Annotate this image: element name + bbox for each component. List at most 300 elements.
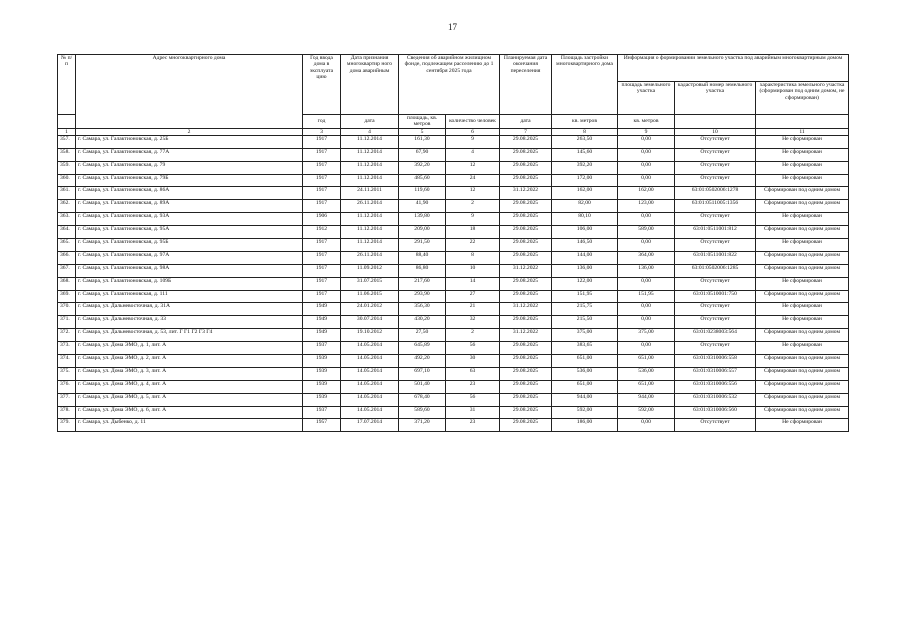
row-land-status: Сформирован под одним домом [756, 251, 849, 264]
row-area: 356,30 [399, 303, 446, 316]
row-year: 1917 [303, 148, 341, 161]
row-number: 366. [58, 251, 76, 264]
row-number: 379. [58, 419, 76, 432]
row-land-status: Не сформирован [756, 419, 849, 432]
table-row [58, 264, 849, 277]
row-building-area: 592,00 [552, 406, 618, 419]
row-planned-date: 31.12.2022 [500, 303, 552, 316]
table-row [58, 393, 849, 406]
row-area: 41,90 [399, 200, 446, 213]
row-address: г. Самара, ул. Галактионовская, д. 97А [76, 251, 303, 264]
row-area: 27,50 [399, 329, 446, 342]
row-people: 9 [446, 135, 500, 148]
header-unit-area: площадь, кв. метров [399, 115, 446, 129]
row-building-area: 144,00 [552, 251, 618, 264]
row-land-status: Сформирован под одним домом [756, 393, 849, 406]
row-planned-date: 29.08.2025 [500, 213, 552, 226]
row-planned-date: 31.12.2022 [500, 329, 552, 342]
row-land-area: 592,00 [618, 406, 675, 419]
row-planned-date: 29.08.2025 [500, 393, 552, 406]
row-land-area: 0,00 [618, 303, 675, 316]
row-year: 1937 [303, 406, 341, 419]
header-col-year: Год ввода дома в эксплуата цию [303, 55, 341, 115]
row-emergency-date: 26.11.2014 [341, 200, 399, 213]
row-land-status: Сформирован под одним домом [756, 406, 849, 419]
row-building-area: 215,50 [552, 316, 618, 329]
row-emergency-date: 11.12.2014 [341, 226, 399, 239]
row-emergency-date: 14.05.2014 [341, 406, 399, 419]
row-number: 367. [58, 264, 76, 277]
row-address: г. Самара, ул. Дома ЭМО, д. 4, лит. А [76, 380, 303, 393]
row-year: 1917 [303, 277, 341, 290]
row-address: г. Самара, ул. Галактионовская, д. 93А [76, 213, 303, 226]
row-land-area: 0,00 [618, 148, 675, 161]
row-people: 56 [446, 393, 500, 406]
row-people: 31 [446, 406, 500, 419]
page-number: 17 [448, 22, 457, 32]
row-area: 291,50 [399, 238, 446, 251]
row-year: 1949 [303, 329, 341, 342]
row-address: г. Самара, ул. Галактионовская, д. 25Б [76, 135, 303, 148]
row-planned-date: 29.08.2025 [500, 161, 552, 174]
row-land-area: 651,00 [618, 354, 675, 367]
row-emergency-date: 11.12.2014 [341, 161, 399, 174]
row-people: 8 [446, 251, 500, 264]
row-building-area: 375,00 [552, 329, 618, 342]
row-emergency-date: 11.12.2014 [341, 135, 399, 148]
row-planned-date: 29.08.2025 [500, 135, 552, 148]
row-emergency-date: 11.12.2014 [341, 238, 399, 251]
row-people: 21 [446, 303, 500, 316]
table-row [58, 277, 849, 290]
column-number: 3 [303, 128, 341, 135]
column-number: 8 [552, 128, 618, 135]
row-people: 2 [446, 200, 500, 213]
row-year: 1917 [303, 238, 341, 251]
header-unit-build-area: кв. метров [552, 115, 618, 129]
header-unit-land-area: кв. метров [618, 115, 675, 129]
table-row [58, 419, 849, 432]
row-building-area: 146,50 [552, 238, 618, 251]
row-number: 374. [58, 354, 76, 367]
row-area: 697,10 [399, 367, 446, 380]
row-cadastral-number: Отсутствует [675, 174, 756, 187]
row-emergency-date: 11.12.2014 [341, 213, 399, 226]
row-cadastral-number: 63:01:0310006:558 [675, 354, 756, 367]
row-planned-date: 29.08.2025 [500, 277, 552, 290]
row-land-status: Сформирован под одним домом [756, 329, 849, 342]
row-year: 1957 [303, 419, 341, 432]
row-land-area: 0,00 [618, 161, 675, 174]
row-number: 363. [58, 213, 76, 226]
row-cadastral-number: 63:01:0310006:532 [675, 393, 756, 406]
row-land-area: 589,00 [618, 226, 675, 239]
row-address: г. Самара, ул. Галактионовская, д. 111 [76, 290, 303, 303]
row-year: 1937 [303, 342, 341, 355]
row-emergency-date: 14.05.2014 [341, 354, 399, 367]
table-row [58, 148, 849, 161]
row-planned-date: 29.08.2025 [500, 367, 552, 380]
row-emergency-date: 11.12.2014 [341, 174, 399, 187]
row-planned-date: 29.08.2025 [500, 200, 552, 213]
row-land-area: 0,00 [618, 213, 675, 226]
row-number: 373. [58, 342, 76, 355]
row-number: 375. [58, 367, 76, 380]
row-building-area: 263,50 [552, 135, 618, 148]
row-people: 23 [446, 419, 500, 432]
row-address: г. Самара, ул. Галактионовская, д. 109Б [76, 277, 303, 290]
table-row [58, 200, 849, 213]
row-year: 1917 [303, 251, 341, 264]
row-cadastral-number: Отсутствует [675, 135, 756, 148]
row-address: г. Самара, ул. Галактионовская, д. 95Б [76, 238, 303, 251]
row-land-status: Сформирован под одним домом [756, 367, 849, 380]
column-number: 10 [675, 128, 756, 135]
row-address: г. Самара, ул. Дома ЭМО, д. 6, лит. А [76, 406, 303, 419]
column-number: 5 [399, 128, 446, 135]
row-planned-date: 29.08.2025 [500, 380, 552, 393]
table-row [58, 290, 849, 303]
row-area: 293,90 [399, 290, 446, 303]
row-building-area: 536,00 [552, 367, 618, 380]
row-people: 27 [446, 290, 500, 303]
row-number: 377. [58, 393, 76, 406]
row-number: 369. [58, 290, 76, 303]
row-emergency-date: 30.07.2014 [341, 316, 399, 329]
row-number: 357. [58, 135, 76, 148]
row-land-area: 0,00 [618, 419, 675, 432]
row-address: г. Самара, ул. Галактионовская, д. 89А [76, 200, 303, 213]
header-unit-people: количество человек [446, 115, 500, 129]
row-cadastral-number: Отсутствует [675, 238, 756, 251]
row-address: г. Самара, ул. Дыбенко, д. 11 [76, 419, 303, 432]
row-planned-date: 29.08.2025 [500, 290, 552, 303]
row-cadastral-number: Отсутствует [675, 419, 756, 432]
row-building-area: 162,00 [552, 187, 618, 200]
row-people: 9 [446, 213, 500, 226]
row-year: 1939 [303, 367, 341, 380]
header-col-land-status: характеристика земельного участка (сформирован под одним домом, не сформирован) [756, 82, 849, 115]
row-land-status: Сформирован под одним домом [756, 200, 849, 213]
table-row [58, 213, 849, 226]
row-land-status: Не сформирован [756, 238, 849, 251]
header-col-emergency-date: Дата признания многоквартир ного дома аварийным [341, 55, 399, 115]
column-number: 7 [500, 128, 552, 135]
row-people: 12 [446, 187, 500, 200]
table-row [58, 354, 849, 367]
row-planned-date: 29.08.2025 [500, 316, 552, 329]
row-year: 1917 [303, 161, 341, 174]
header-unit-year: год [303, 115, 341, 129]
row-land-area: 136,00 [618, 264, 675, 277]
header-group-housing-info: Сведения об аварийном жилищном фонде, подлежащем расселению до 1 сентября 2025 года [399, 55, 500, 115]
row-planned-date: 29.08.2025 [500, 419, 552, 432]
row-planned-date: 29.08.2025 [500, 342, 552, 355]
row-area: 139,80 [399, 213, 446, 226]
row-planned-date: 29.08.2025 [500, 226, 552, 239]
row-area: 67,90 [399, 148, 446, 161]
row-emergency-date: 11.09.2012 [341, 264, 399, 277]
row-cadastral-number: Отсутствует [675, 316, 756, 329]
table-row [58, 342, 849, 355]
row-land-status: Сформирован под одним домом [756, 264, 849, 277]
row-year: 1917 [303, 200, 341, 213]
row-land-status: Не сформирован [756, 342, 849, 355]
row-address: г. Самара, ул. Галактионовская, д. 79 [76, 161, 303, 174]
row-building-area: 122,00 [552, 277, 618, 290]
row-address: г. Самара, ул. Галактионовская, д. 77А [76, 148, 303, 161]
header-col-address: Адрес многоквартирного дома [76, 55, 303, 129]
row-number: 362. [58, 200, 76, 213]
row-cadastral-number: 63:01:0238003:564 [675, 329, 756, 342]
column-number: 11 [756, 128, 849, 135]
row-land-area: 0,00 [618, 238, 675, 251]
row-land-status: Не сформирован [756, 148, 849, 161]
row-land-area: 0,00 [618, 174, 675, 187]
row-address: г. Самара, ул. Галактионовская, д. 98А [76, 264, 303, 277]
row-building-area: 651,00 [552, 354, 618, 367]
row-emergency-date: 17.07.2014 [341, 419, 399, 432]
row-land-status: Не сформирован [756, 213, 849, 226]
row-people: 4 [446, 148, 500, 161]
row-area: 645,89 [399, 342, 446, 355]
row-building-area: 80,10 [552, 213, 618, 226]
table-row [58, 316, 849, 329]
row-year: 1917 [303, 135, 341, 148]
row-land-status: Сформирован под одним домом [756, 354, 849, 367]
row-emergency-date: 26.11.2014 [341, 251, 399, 264]
table-row [58, 238, 849, 251]
row-year: 1917 [303, 174, 341, 187]
row-emergency-date: 19.10.2012 [341, 329, 399, 342]
row-year: 1906 [303, 213, 341, 226]
header-group-land-plot: Информация о формировании земельного участка под аварийным многоквартирным домом [618, 55, 849, 82]
row-area: 501,40 [399, 380, 446, 393]
row-building-area: 383,65 [552, 342, 618, 355]
table-row [58, 161, 849, 174]
column-number: 6 [446, 128, 500, 135]
row-number: 372. [58, 329, 76, 342]
row-building-area: 151,95 [552, 290, 618, 303]
row-year: 1939 [303, 380, 341, 393]
row-year: 1917 [303, 264, 341, 277]
row-land-status: Сформирован под одним домом [756, 187, 849, 200]
row-people: 12 [446, 161, 500, 174]
row-emergency-date: 24.01.2012 [341, 303, 399, 316]
row-address: г. Самара, ул. Дома ЭМО, д. 1, лит. А [76, 342, 303, 355]
row-area: 589,60 [399, 406, 446, 419]
row-land-area: 375,00 [618, 329, 675, 342]
column-number: 2 [76, 128, 303, 135]
row-area: 209,00 [399, 226, 446, 239]
row-planned-date: 29.08.2025 [500, 174, 552, 187]
table-row [58, 174, 849, 187]
row-land-area: 0,00 [618, 135, 675, 148]
row-building-area: 136,00 [552, 264, 618, 277]
row-year: 1949 [303, 303, 341, 316]
row-cadastral-number: 63:01:0310006:556 [675, 380, 756, 393]
row-building-area: 145,60 [552, 148, 618, 161]
row-building-area: 106,00 [552, 226, 618, 239]
row-land-status: Сформирован под одним домом [756, 380, 849, 393]
row-land-area: 0,00 [618, 342, 675, 355]
row-people: 14 [446, 277, 500, 290]
table-row [58, 226, 849, 239]
column-number: 1 [58, 128, 76, 135]
emergency-housing-table [57, 54, 849, 432]
row-number: 365. [58, 238, 76, 251]
row-number: 378. [58, 406, 76, 419]
row-cadastral-number: 63:01:0310006:560 [675, 406, 756, 419]
row-cadastral-number: 63:01:0502006:1278 [675, 187, 756, 200]
row-people: 2 [446, 329, 500, 342]
row-address: г. Самара, ул. Дальневосточная, д. 31А [76, 303, 303, 316]
row-planned-date: 29.08.2025 [500, 238, 552, 251]
row-number: 370. [58, 303, 76, 316]
row-area: 492,20 [399, 354, 446, 367]
row-people: 30 [446, 354, 500, 367]
row-cadastral-number: Отсутствует [675, 277, 756, 290]
header-col-building-area: Площадь застройки многоквартирного дома [552, 55, 618, 115]
row-people: 24 [446, 174, 500, 187]
row-year: 1939 [303, 393, 341, 406]
row-planned-date: 31.12.2022 [500, 264, 552, 277]
row-year: 1949 [303, 316, 341, 329]
row-land-area: 0,00 [618, 277, 675, 290]
row-area: 678,40 [399, 393, 446, 406]
row-land-area: 123,00 [618, 200, 675, 213]
row-cadastral-number: 63:01:0510001:750 [675, 290, 756, 303]
row-cadastral-number: 63:01:0511005:1356 [675, 200, 756, 213]
row-people: 32 [446, 316, 500, 329]
row-building-area: 215,75 [552, 303, 618, 316]
row-land-status: Сформирован под одним домом [756, 226, 849, 239]
row-number: 361. [58, 187, 76, 200]
row-address: г. Самара, ул. Дальневосточная, д. 53, лит. Г Г1 Г2 Г3 Г4 [76, 329, 303, 342]
row-emergency-date: 11.12.2014 [341, 148, 399, 161]
row-building-area: 651,00 [552, 380, 618, 393]
row-number: 358. [58, 148, 76, 161]
row-land-status: Не сформирован [756, 316, 849, 329]
row-land-area: 0,00 [618, 316, 675, 329]
row-emergency-date: 31.07.2015 [341, 277, 399, 290]
row-land-area: 151,95 [618, 290, 675, 303]
header-unit-date: дата [341, 115, 399, 129]
row-planned-date: 29.08.2025 [500, 354, 552, 367]
row-land-area: 944,00 [618, 393, 675, 406]
row-area: 485,60 [399, 174, 446, 187]
row-cadastral-number: 63:01:0502006:1285 [675, 264, 756, 277]
row-emergency-date: 14.05.2014 [341, 393, 399, 406]
row-cadastral-number: Отсутствует [675, 148, 756, 161]
table-row [58, 380, 849, 393]
header-col-planned-date: Планируемая дата окончания переселения [500, 55, 552, 115]
table-row [58, 135, 849, 148]
table-row [58, 367, 849, 380]
row-land-area: 651,00 [618, 380, 675, 393]
row-address: г. Самара, ул. Дома ЭМО, д. 2, лит. А [76, 354, 303, 367]
header-col-land-area: площадь земельного участка [618, 82, 675, 115]
row-planned-date: 29.08.2025 [500, 251, 552, 264]
row-land-status: Не сформирован [756, 174, 849, 187]
header-unit-status [756, 115, 849, 129]
header-col-cadastral: кадастровый номер земельного участка [675, 82, 756, 115]
row-number: 371. [58, 316, 76, 329]
table-body [58, 135, 849, 431]
row-area: 392,20 [399, 161, 446, 174]
row-planned-date: 31.12.2022 [500, 187, 552, 200]
row-address: г. Самара, ул. Галактионовская, д. 79Б [76, 174, 303, 187]
row-address: г. Самара, ул. Галактионовская, д. 86А [76, 187, 303, 200]
row-building-area: 172,00 [552, 174, 618, 187]
row-land-status: Не сформирован [756, 135, 849, 148]
row-emergency-date: 14.05.2014 [341, 342, 399, 355]
row-planned-date: 29.08.2025 [500, 148, 552, 161]
row-land-status: Не сформирован [756, 161, 849, 174]
row-land-status: Сформирован под одним домом [756, 290, 849, 303]
row-cadastral-number: Отсутствует [675, 342, 756, 355]
row-area: 371,20 [399, 419, 446, 432]
row-emergency-date: 24.11.2011 [341, 187, 399, 200]
row-building-area: 82,00 [552, 200, 618, 213]
column-number: 9 [618, 128, 675, 135]
row-emergency-date: 14.05.2014 [341, 367, 399, 380]
row-cadastral-number: 63:01:0511001:812 [675, 226, 756, 239]
row-address: г. Самара, ул. Дома ЭМО, д. 3, лит. А [76, 367, 303, 380]
row-address: г. Самара, ул. Дальневосточная, д. 33 [76, 316, 303, 329]
table-row [58, 329, 849, 342]
header-col-number: № п/п [58, 55, 76, 115]
row-cadastral-number: Отсутствует [675, 213, 756, 226]
row-area: 88,40 [399, 251, 446, 264]
row-people: 63 [446, 367, 500, 380]
column-number: 4 [341, 128, 399, 135]
row-building-area: 944,00 [552, 393, 618, 406]
table-row [58, 303, 849, 316]
table-row [58, 251, 849, 264]
header-unit-blank [58, 115, 76, 129]
table-row [58, 187, 849, 200]
row-building-area: 186,00 [552, 419, 618, 432]
row-area: 119,60 [399, 187, 446, 200]
row-land-area: 162,00 [618, 187, 675, 200]
row-people: 22 [446, 238, 500, 251]
row-emergency-date: 11.06.2015 [341, 290, 399, 303]
row-number: 368. [58, 277, 76, 290]
row-cadastral-number: Отсутствует [675, 161, 756, 174]
row-people: 18 [446, 226, 500, 239]
row-address: г. Самара, ул. Дома ЭМО, д. 5, лит. А [76, 393, 303, 406]
row-planned-date: 29.08.2025 [500, 406, 552, 419]
row-area: 161,30 [399, 135, 446, 148]
row-number: 359. [58, 161, 76, 174]
header-unit-plan-date: дата [500, 115, 552, 129]
row-area: 217,60 [399, 277, 446, 290]
row-people: 23 [446, 380, 500, 393]
row-land-area: 536,00 [618, 367, 675, 380]
row-people: 56 [446, 342, 500, 355]
row-land-status: Не сформирован [756, 303, 849, 316]
row-number: 364. [58, 226, 76, 239]
row-cadastral-number: 63:01:0310006:557 [675, 367, 756, 380]
row-address: г. Самара, ул. Галактионовская, д. 95А [76, 226, 303, 239]
row-year: 1917 [303, 187, 341, 200]
table-row [58, 406, 849, 419]
row-emergency-date: 14.05.2014 [341, 380, 399, 393]
row-year: 1912 [303, 226, 341, 239]
row-year: 1939 [303, 354, 341, 367]
row-cadastral-number: 63:01:0511001:822 [675, 251, 756, 264]
